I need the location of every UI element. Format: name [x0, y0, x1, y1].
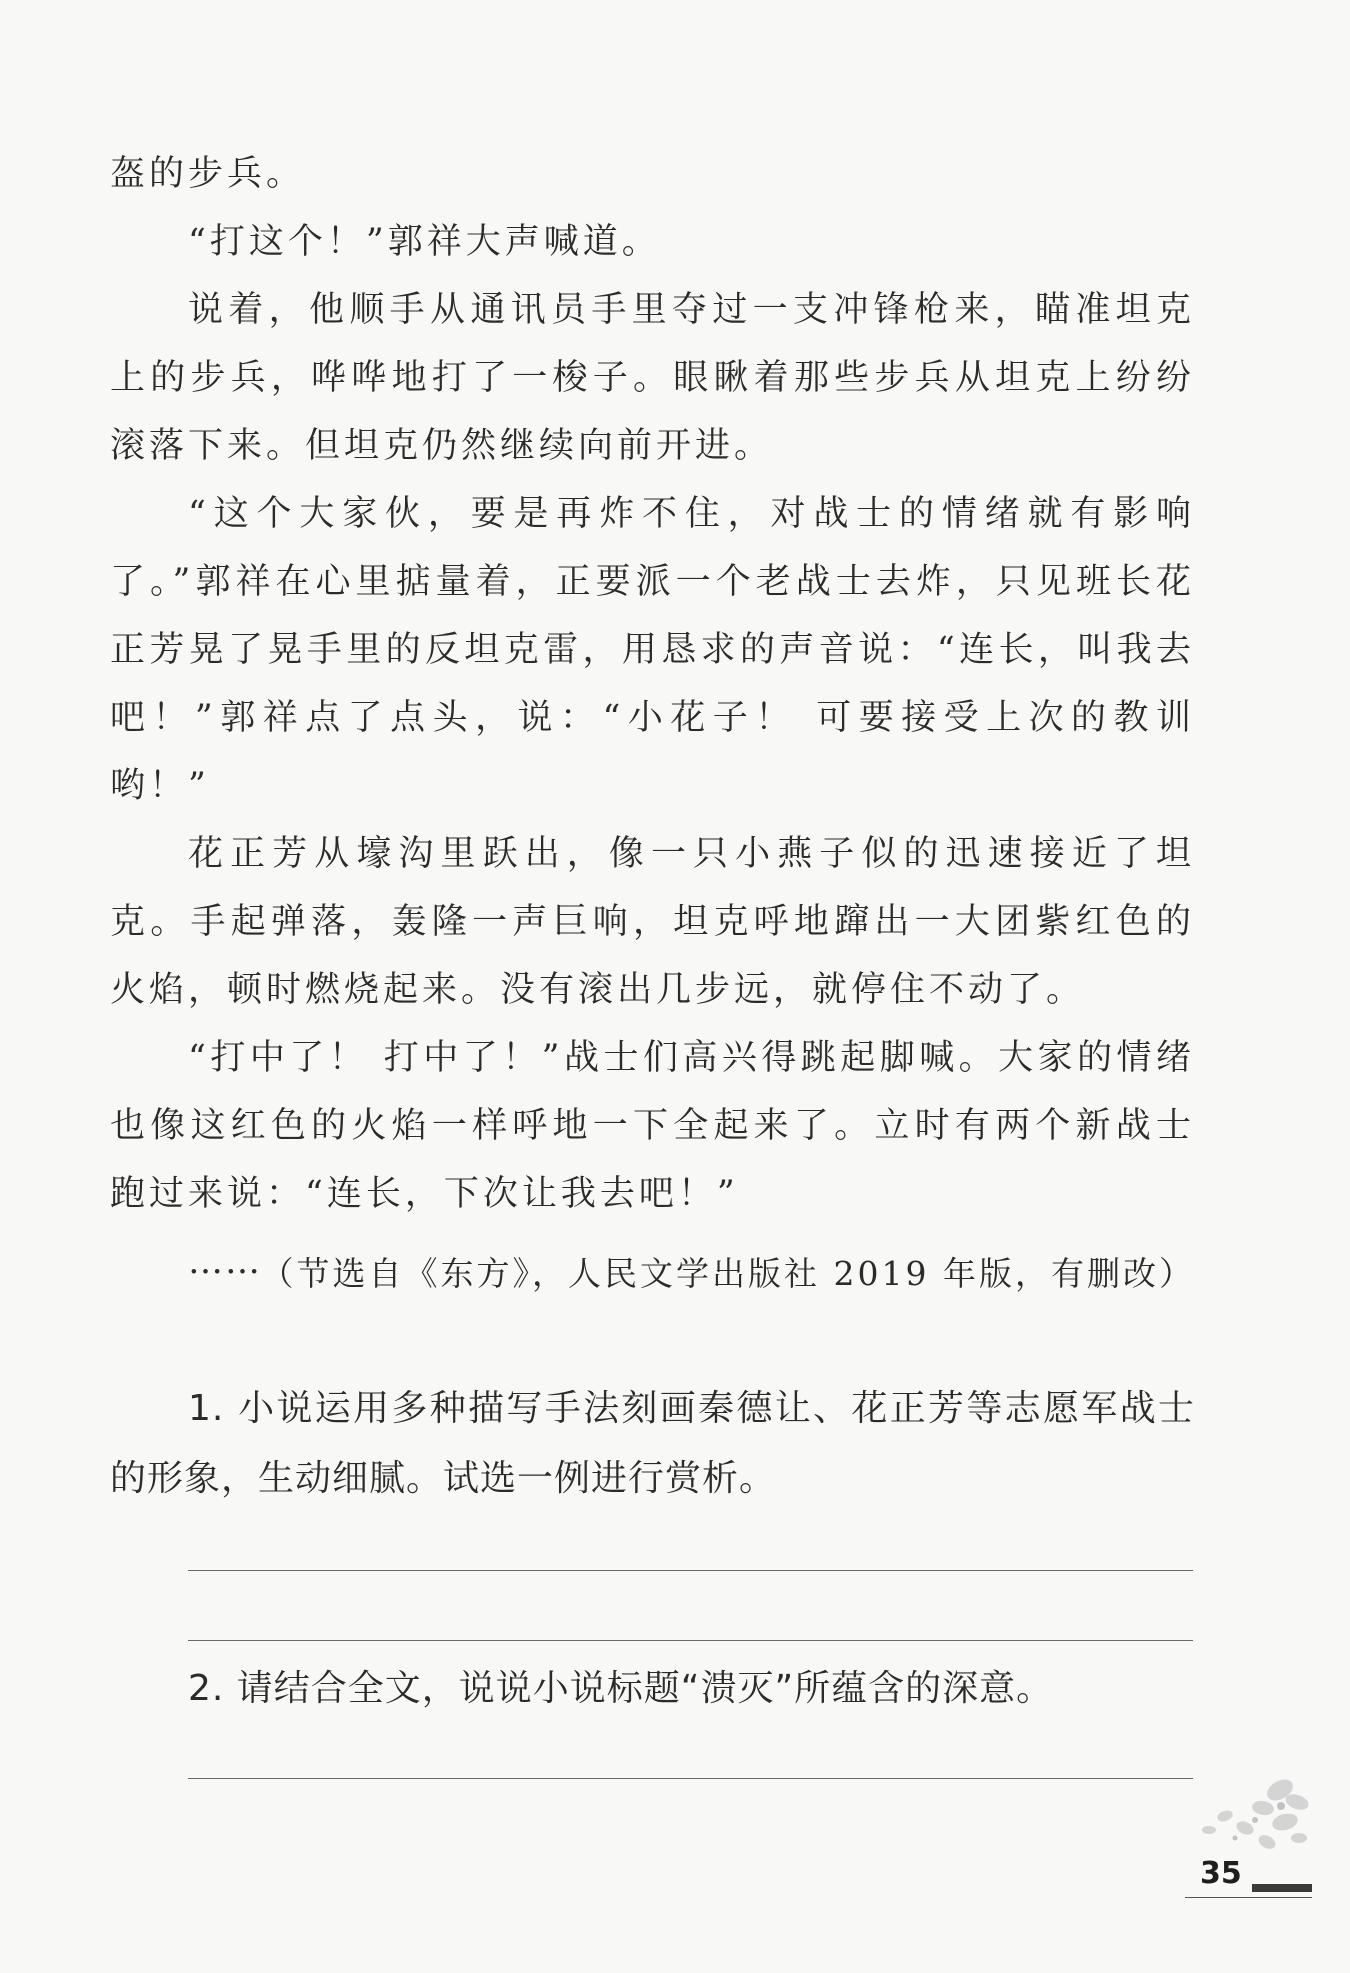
paragraph: 盔的步兵。 — [110, 154, 306, 194]
question-2: 2. 请结合全文，说说小说标题“溃灭”所蕴含的深意。 — [188, 1668, 1054, 1709]
paragraph: 花正芳从壕沟里跃出，像一只小燕子似的迅速接近了坦克。手起弹落，轰隆一声巨响，坦克呼地蹿出一大团紫红色的火焰，顿时燃烧起来。没有滚出几步远，就停住不动了。 — [110, 834, 1195, 1010]
ellipsis: …… — [188, 1242, 262, 1282]
source-citation: （节选自《东方》，人民文学出版社 2019 年版，有删改） — [260, 1254, 1195, 1293]
answer-line[interactable] — [188, 1570, 1193, 1571]
page-number: 35 — [1200, 1856, 1242, 1891]
answer-line[interactable] — [188, 1778, 1193, 1779]
paragraph: “打中了！ 打中了！”战士们高兴得跳起脚喊。大家的情绪也像这红色的火焰一样呼地一下全起来了。立时有两个新战士跑过来说：“连长，下次让我去吧！” — [110, 1038, 1195, 1214]
decorative-flower-icon — [1185, 1772, 1315, 1862]
paragraph: 说着，他顺手从通讯员手里夺过一支冲锋枪来，瞄准坦克上的步兵，哗哗地打了一梭子。眼瞅着那些步兵从坦克上纷纷滚落下来。但坦克仍然继续向前开进。 — [110, 290, 1195, 466]
story-excerpt — [110, 140, 1195, 1296]
question-1: 1. 小说运用多种描写手法刻画秦德让、花正芳等志愿军战士的形象，生动细腻。试选一例进行赏析。 — [110, 1388, 1195, 1499]
page-number-bar — [1252, 1884, 1312, 1892]
answer-line[interactable] — [188, 1640, 1193, 1641]
page-number-rule — [1185, 1897, 1312, 1898]
paragraph: “打这个！”郭祥大声喊道。 — [188, 222, 661, 262]
paragraph: “这个大家伙，要是再炸不住，对战士的情绪就有影响了。”郭祥在心里掂量着，正要派一个老战士去炸，只见班长花正芳晃了晃手里的反坦克雷，用恳求的声音说：“连长，叫我去吧！”郭祥点了点头，说：“小花子！ 可要接受上次的教训哟！” — [110, 494, 1195, 806]
